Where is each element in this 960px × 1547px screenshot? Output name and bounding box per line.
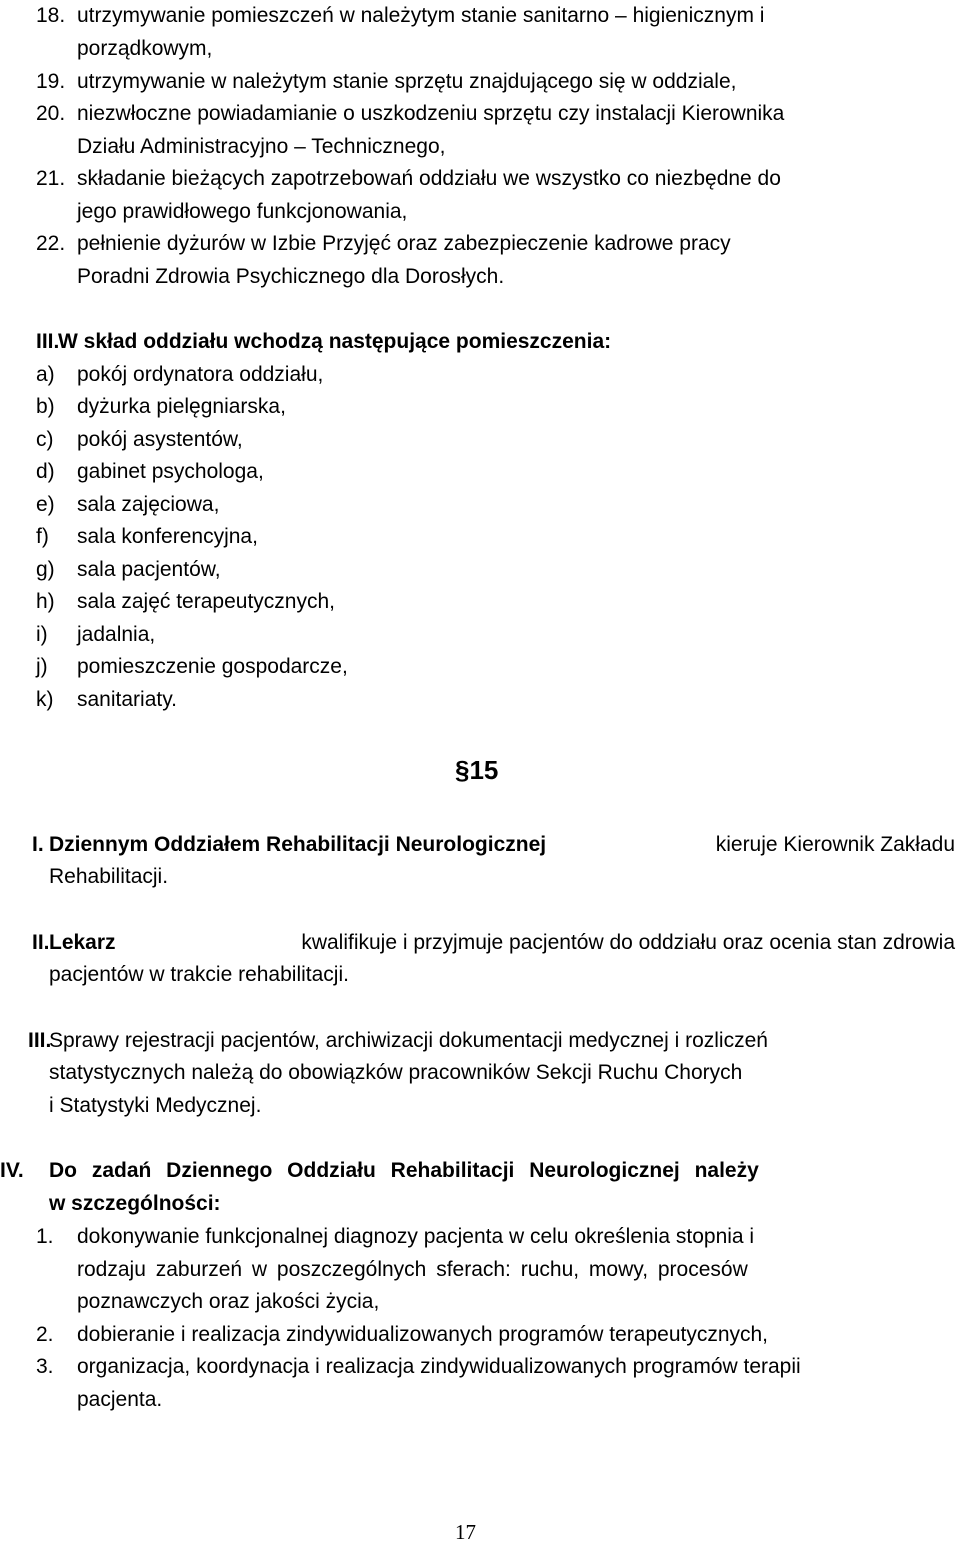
paragraph-heading [455,754,498,786]
section-1-line-1 [49,832,955,857]
room-item: sala pacjentów, [77,558,221,581]
list-item-line [77,3,955,28]
section-3-line: Sprawy rejestracji pacjentów, archiwizacji dokumentacji medycznej i rozliczeń [49,1029,768,1052]
task-line: organizacja, koordynacja i realizacja zindywidualizowanych programów terapii [77,1355,801,1378]
list-item-line: utrzymywanie w należytym stanie sprzętu znajdującego się w oddziale, [77,70,737,93]
task-line: poznawczych oraz jakości życia, [77,1290,380,1313]
list-item-line: niezwłoczne powiadamianie o uszkodzeniu sprzętu czy instalacji Kierownika [77,102,785,125]
section-roman-numeral: III. [36,330,60,353]
section-2-text: kwalifikuje i przyjmuje pacjentów do oddziału oraz ocenia stan zdrowia [301,931,955,954]
task-number: 2. [36,1323,54,1346]
section-roman-numeral: I. [32,833,44,856]
section-3-line: i Statystyki Medycznej. [49,1094,262,1117]
list-item-line: porządkowym, [77,37,213,60]
task-line: dobieranie i realizacja zindywidualizowanych programów terapeutycznych, [77,1323,769,1346]
section-1-line-2: Rehabilitacji. [49,865,169,888]
section-2-line-2: pacjentów w trakcie rehabilitacji. [49,963,349,986]
list-item-text: utrzymywanie pomieszczeń w należytym stanie sanitarno – higienicznym i [77,4,765,27]
section-roman-numeral: IV. [0,1159,24,1182]
section-3-line: statystycznych należą do obowiązków pracowników Sekcji Ruchu Chorych [49,1061,743,1084]
room-letter: c) [36,428,54,451]
tasks-heading-cont: w szczególności: [49,1192,221,1215]
room-item: sala zajęciowa, [77,493,220,516]
room-item: pokój ordynatora oddziału, [77,363,324,386]
task-number: 1. [36,1225,54,1248]
room-letter: f) [36,525,49,548]
section-roman-numeral: III. [28,1029,52,1052]
task-line: rodzaju zaburzeń w poszczególnych sferach: ruchu, mowy, procesów [77,1258,748,1281]
list-item-number: 18. [36,4,66,27]
paragraph-number: 15 [469,755,499,785]
room-letter: d) [36,460,55,483]
list-item-line: pełnienie dyżurów w Izbie Przyjęć oraz zabezpieczenie kadrowe pracy [77,232,731,255]
department-name: Dziennym Oddziałem Rehabilitacji Neurologicznej [49,833,547,856]
room-item: sala konferencyjna, [77,525,258,548]
room-item: gabinet psychologa, [77,460,264,483]
list-item-line: Działu Administracyjno – Technicznego, [77,135,446,158]
room-item: sanitariaty. [77,688,177,711]
list-item-number: 21. [36,167,66,190]
list-item-number: 22. [36,232,66,255]
section-roman-numeral: II. [32,931,50,954]
room-letter: g) [36,558,55,581]
doctor-label: Lekarz [49,931,116,954]
room-item: pomieszczenie gospodarcze, [77,655,348,678]
list-item-line: jego prawidłowego funkcjonowania, [77,200,408,223]
task-line: dokonywanie funkcjonalnej diagnozy pacjenta w celu określenia stopnia i [77,1225,755,1248]
room-letter: j) [36,655,48,678]
room-letter: e) [36,493,55,516]
section-2-line-1 [49,930,955,955]
task-number: 3. [36,1355,54,1378]
paragraph-symbol: § [455,755,470,785]
room-item: dyżurka pielęgniarska, [77,395,286,418]
list-item-number: 20. [36,102,66,125]
room-letter: i) [36,623,48,646]
room-letter: b) [36,395,55,418]
list-item-line: Poradni Zdrowia Psychicznego dla Dorosłych. [77,265,505,288]
list-item-number: 19. [36,70,66,93]
room-letter: a) [36,363,55,386]
tasks-heading: Do zadań Dziennego Oddziału Rehabilitacji Neurologicznej należy [49,1159,759,1182]
room-letter: h) [36,590,55,613]
rooms-heading: W skład oddziału wchodzą następujące pomieszczenia: [58,330,612,353]
room-item: jadalnia, [77,623,156,646]
section-1-text: kieruje Kierownik Zakładu [715,833,955,856]
room-item: sala zajęć terapeutycznych, [77,590,335,613]
room-item: pokój asystentów, [77,428,243,451]
page-number: 17 [455,1520,476,1544]
room-letter: k) [36,688,54,711]
task-line: pacjenta. [77,1388,163,1411]
list-item-line: składanie bieżących zapotrzebowań oddziału we wszystko co niezbędne do [77,167,781,190]
